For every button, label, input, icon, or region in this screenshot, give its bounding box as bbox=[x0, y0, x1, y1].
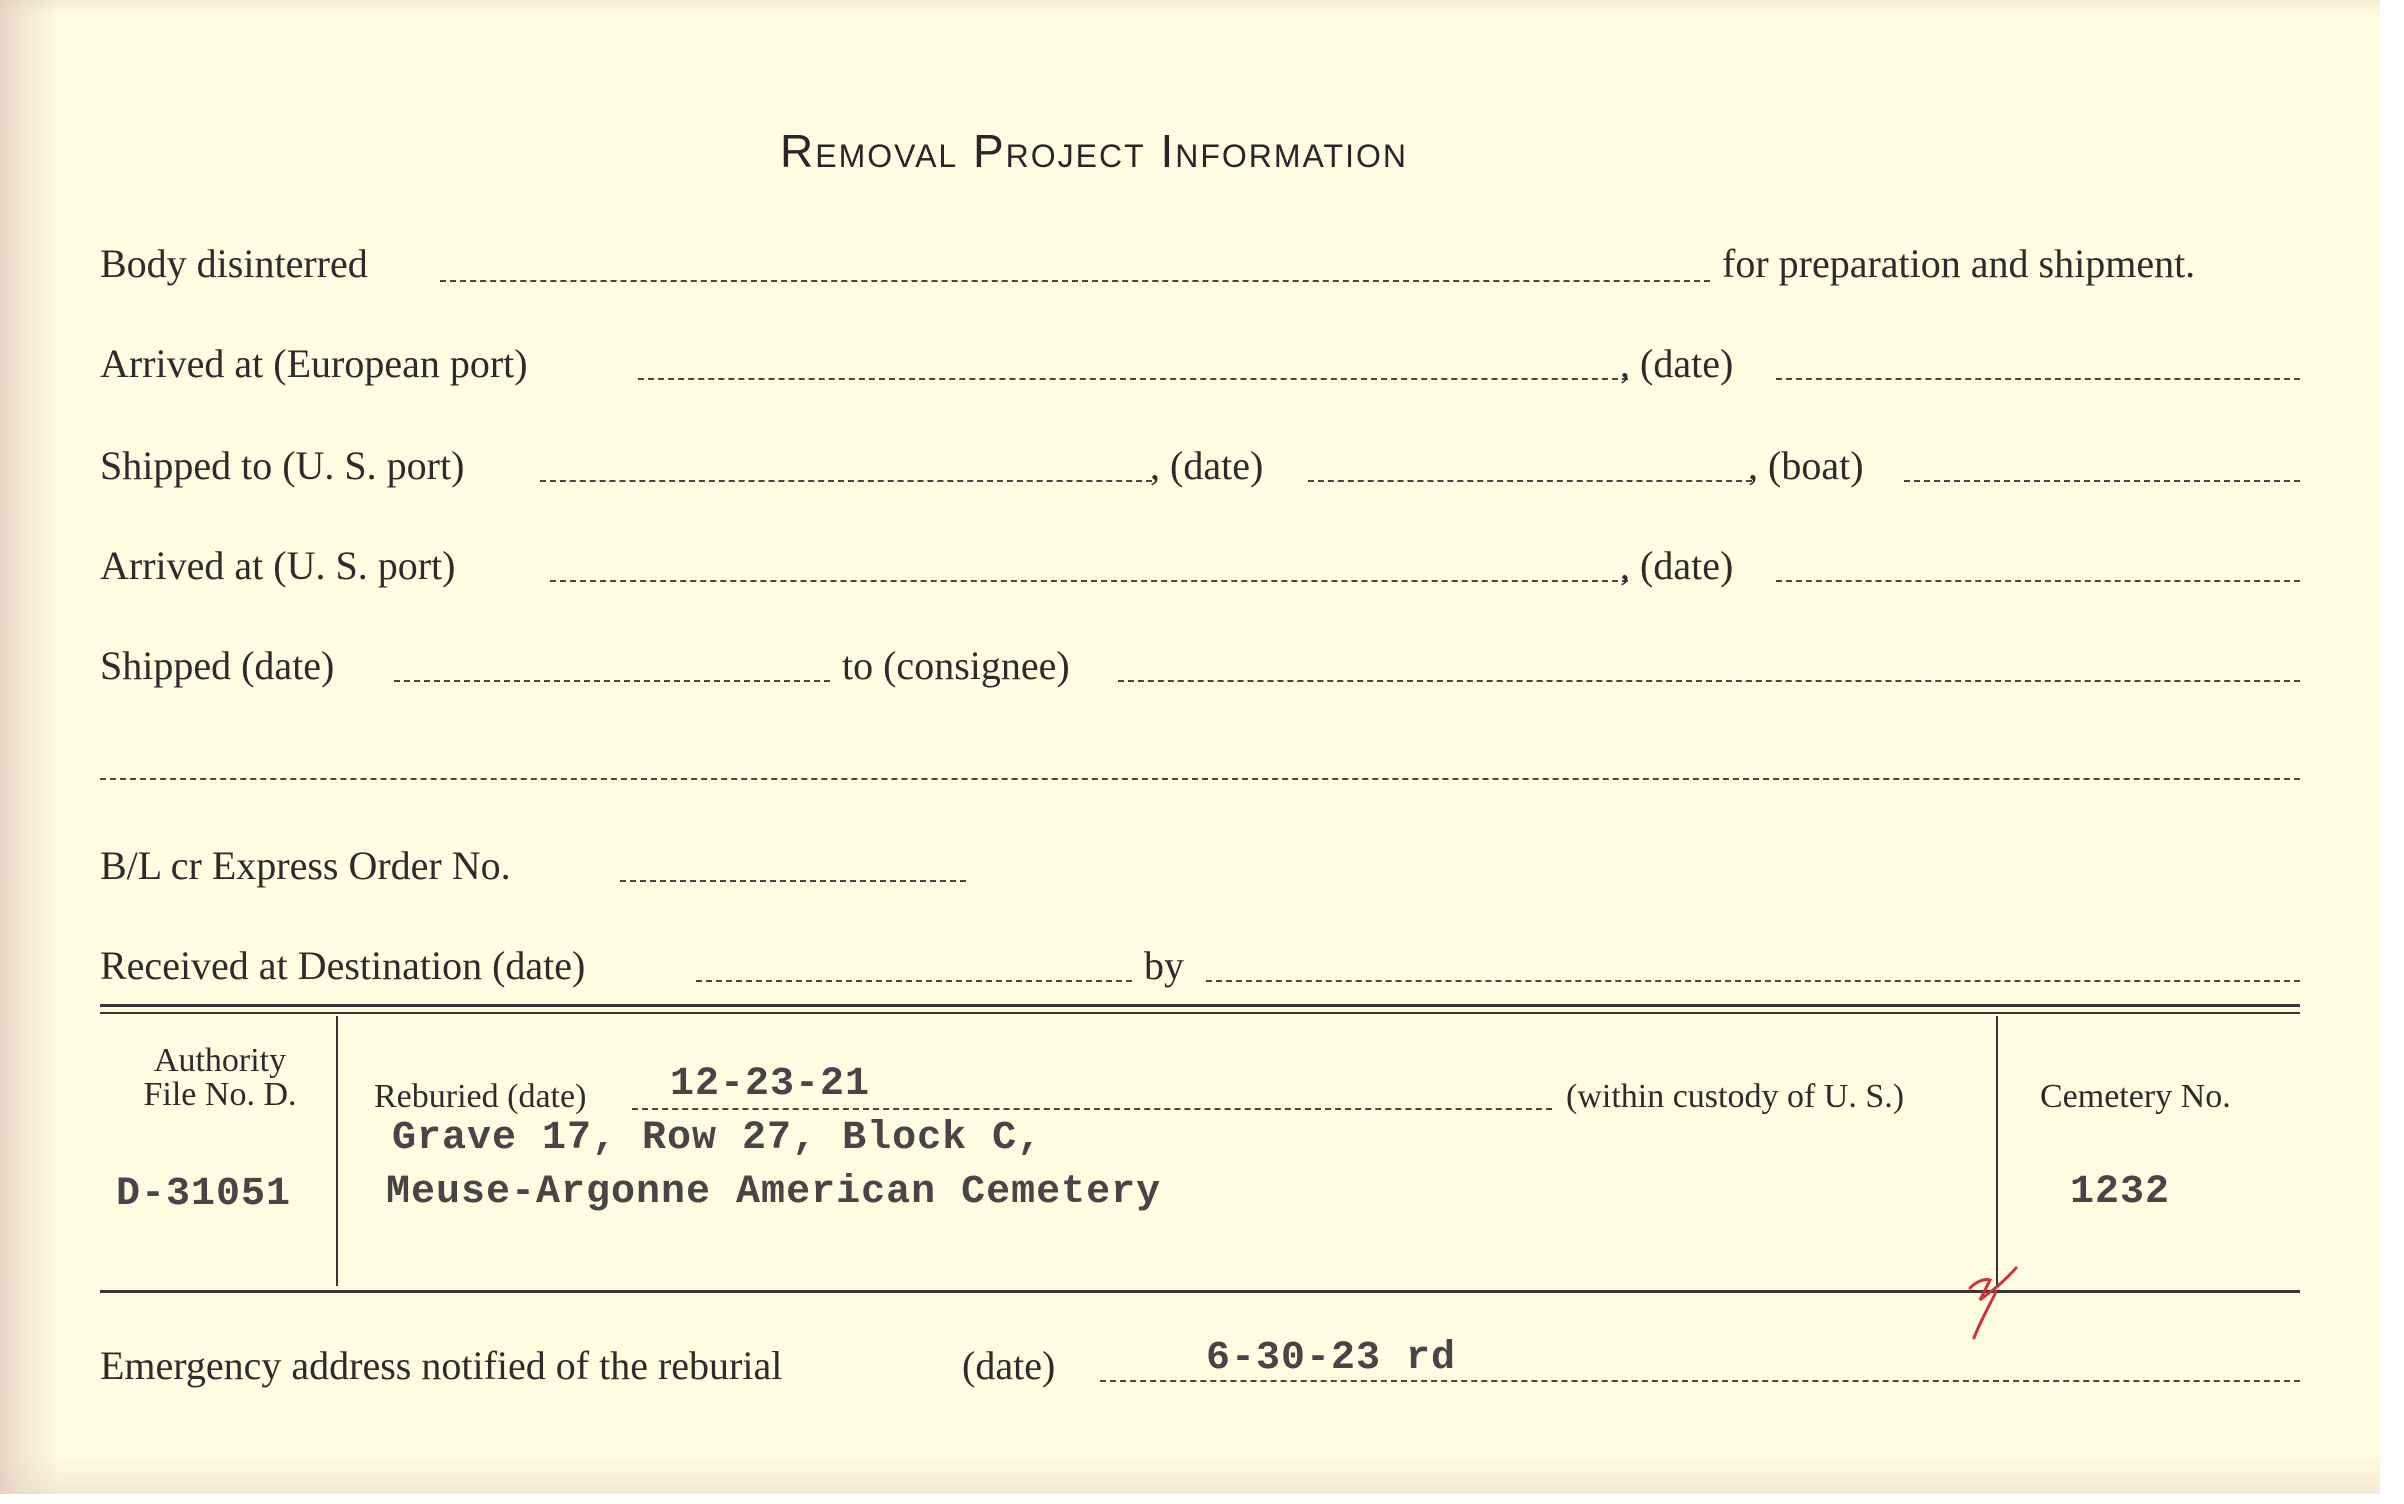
scan-margin-right bbox=[2380, 0, 2404, 1504]
european-date-blank bbox=[1776, 378, 2300, 380]
custody-label: (within custody of U. S.) bbox=[1566, 1078, 1905, 1115]
bl-express-order-blank bbox=[620, 880, 966, 882]
body-disinterred-label: Body disinterred bbox=[100, 241, 368, 286]
card-title: Removal Project Information bbox=[780, 125, 1408, 177]
grave-location-value: Grave 17, Row 27, Block C, bbox=[392, 1116, 1043, 1161]
cemetery-number-value: 1232 bbox=[2070, 1170, 2171, 1215]
shipped-date-blank bbox=[394, 680, 830, 682]
emergency-address-label: Emergency address notified of the reburial bbox=[100, 1343, 783, 1388]
cemetery-name-value: Meuse-Argonne American Cemetery bbox=[386, 1170, 1162, 1215]
body-disinterred-blank bbox=[440, 280, 1710, 282]
authority-label-line2: File No. D. bbox=[143, 1076, 297, 1113]
european-date-label: , (date) bbox=[1620, 341, 1734, 386]
consignee-blank bbox=[1118, 680, 2300, 682]
red-check-mark-icon bbox=[1966, 1262, 2026, 1342]
reburied-date-value: 12-23-21 bbox=[670, 1062, 871, 1107]
authority-file-value: D-31051 bbox=[116, 1172, 292, 1217]
preparation-shipment-label: for preparation and shipment. bbox=[1722, 241, 2196, 286]
received-destination-label: Received at Destination (date) bbox=[100, 943, 586, 988]
shipped-date-label: , (date) bbox=[1150, 443, 1264, 488]
european-port-blank bbox=[638, 378, 1628, 380]
shipped-date-field-label: Shipped (date) bbox=[100, 643, 335, 688]
authority-label-line1: Authority bbox=[153, 1042, 287, 1079]
boat-blank bbox=[1904, 480, 2300, 482]
cemetery-divider bbox=[1996, 1016, 1998, 1286]
reburied-label: Reburied (date) bbox=[374, 1078, 587, 1115]
arrived-us-date-blank bbox=[1776, 580, 2300, 582]
received-date-blank bbox=[696, 980, 1132, 982]
authority-label bbox=[110, 1044, 330, 1112]
emergency-date-label: (date) bbox=[962, 1343, 1056, 1388]
emergency-date-value: 6-30-23 rd bbox=[1206, 1336, 1457, 1381]
consignee-label: to (consignee) bbox=[842, 643, 1070, 688]
scan-margin-bottom bbox=[0, 1494, 2404, 1504]
received-by-blank bbox=[1206, 980, 2300, 982]
arrived-us-port-label: Arrived at (U. S. port) bbox=[100, 543, 456, 588]
cemetery-number-label: Cemetery No. bbox=[2040, 1078, 2231, 1115]
reburied-blank bbox=[632, 1108, 1552, 1110]
by-label: by bbox=[1144, 943, 1184, 988]
consignee-continuation-blank bbox=[100, 778, 2300, 780]
arrived-us-port-blank bbox=[550, 580, 1628, 582]
authority-divider bbox=[336, 1016, 338, 1286]
section-rule-bottom bbox=[100, 1012, 2300, 1014]
boat-label: , (boat) bbox=[1748, 443, 1864, 488]
us-port-blank bbox=[540, 480, 1152, 482]
shipped-us-port-label: Shipped to (U. S. port) bbox=[100, 443, 465, 488]
arrived-us-date-label: , (date) bbox=[1620, 543, 1734, 588]
arrived-european-port-label: Arrived at (European port) bbox=[100, 341, 528, 386]
shipped-us-date-blank bbox=[1308, 480, 1752, 482]
bl-express-order-label: B/L cr Express Order No. bbox=[100, 843, 511, 888]
left-edge-stain bbox=[0, 0, 60, 1504]
section-rule-top bbox=[100, 1004, 2300, 1007]
